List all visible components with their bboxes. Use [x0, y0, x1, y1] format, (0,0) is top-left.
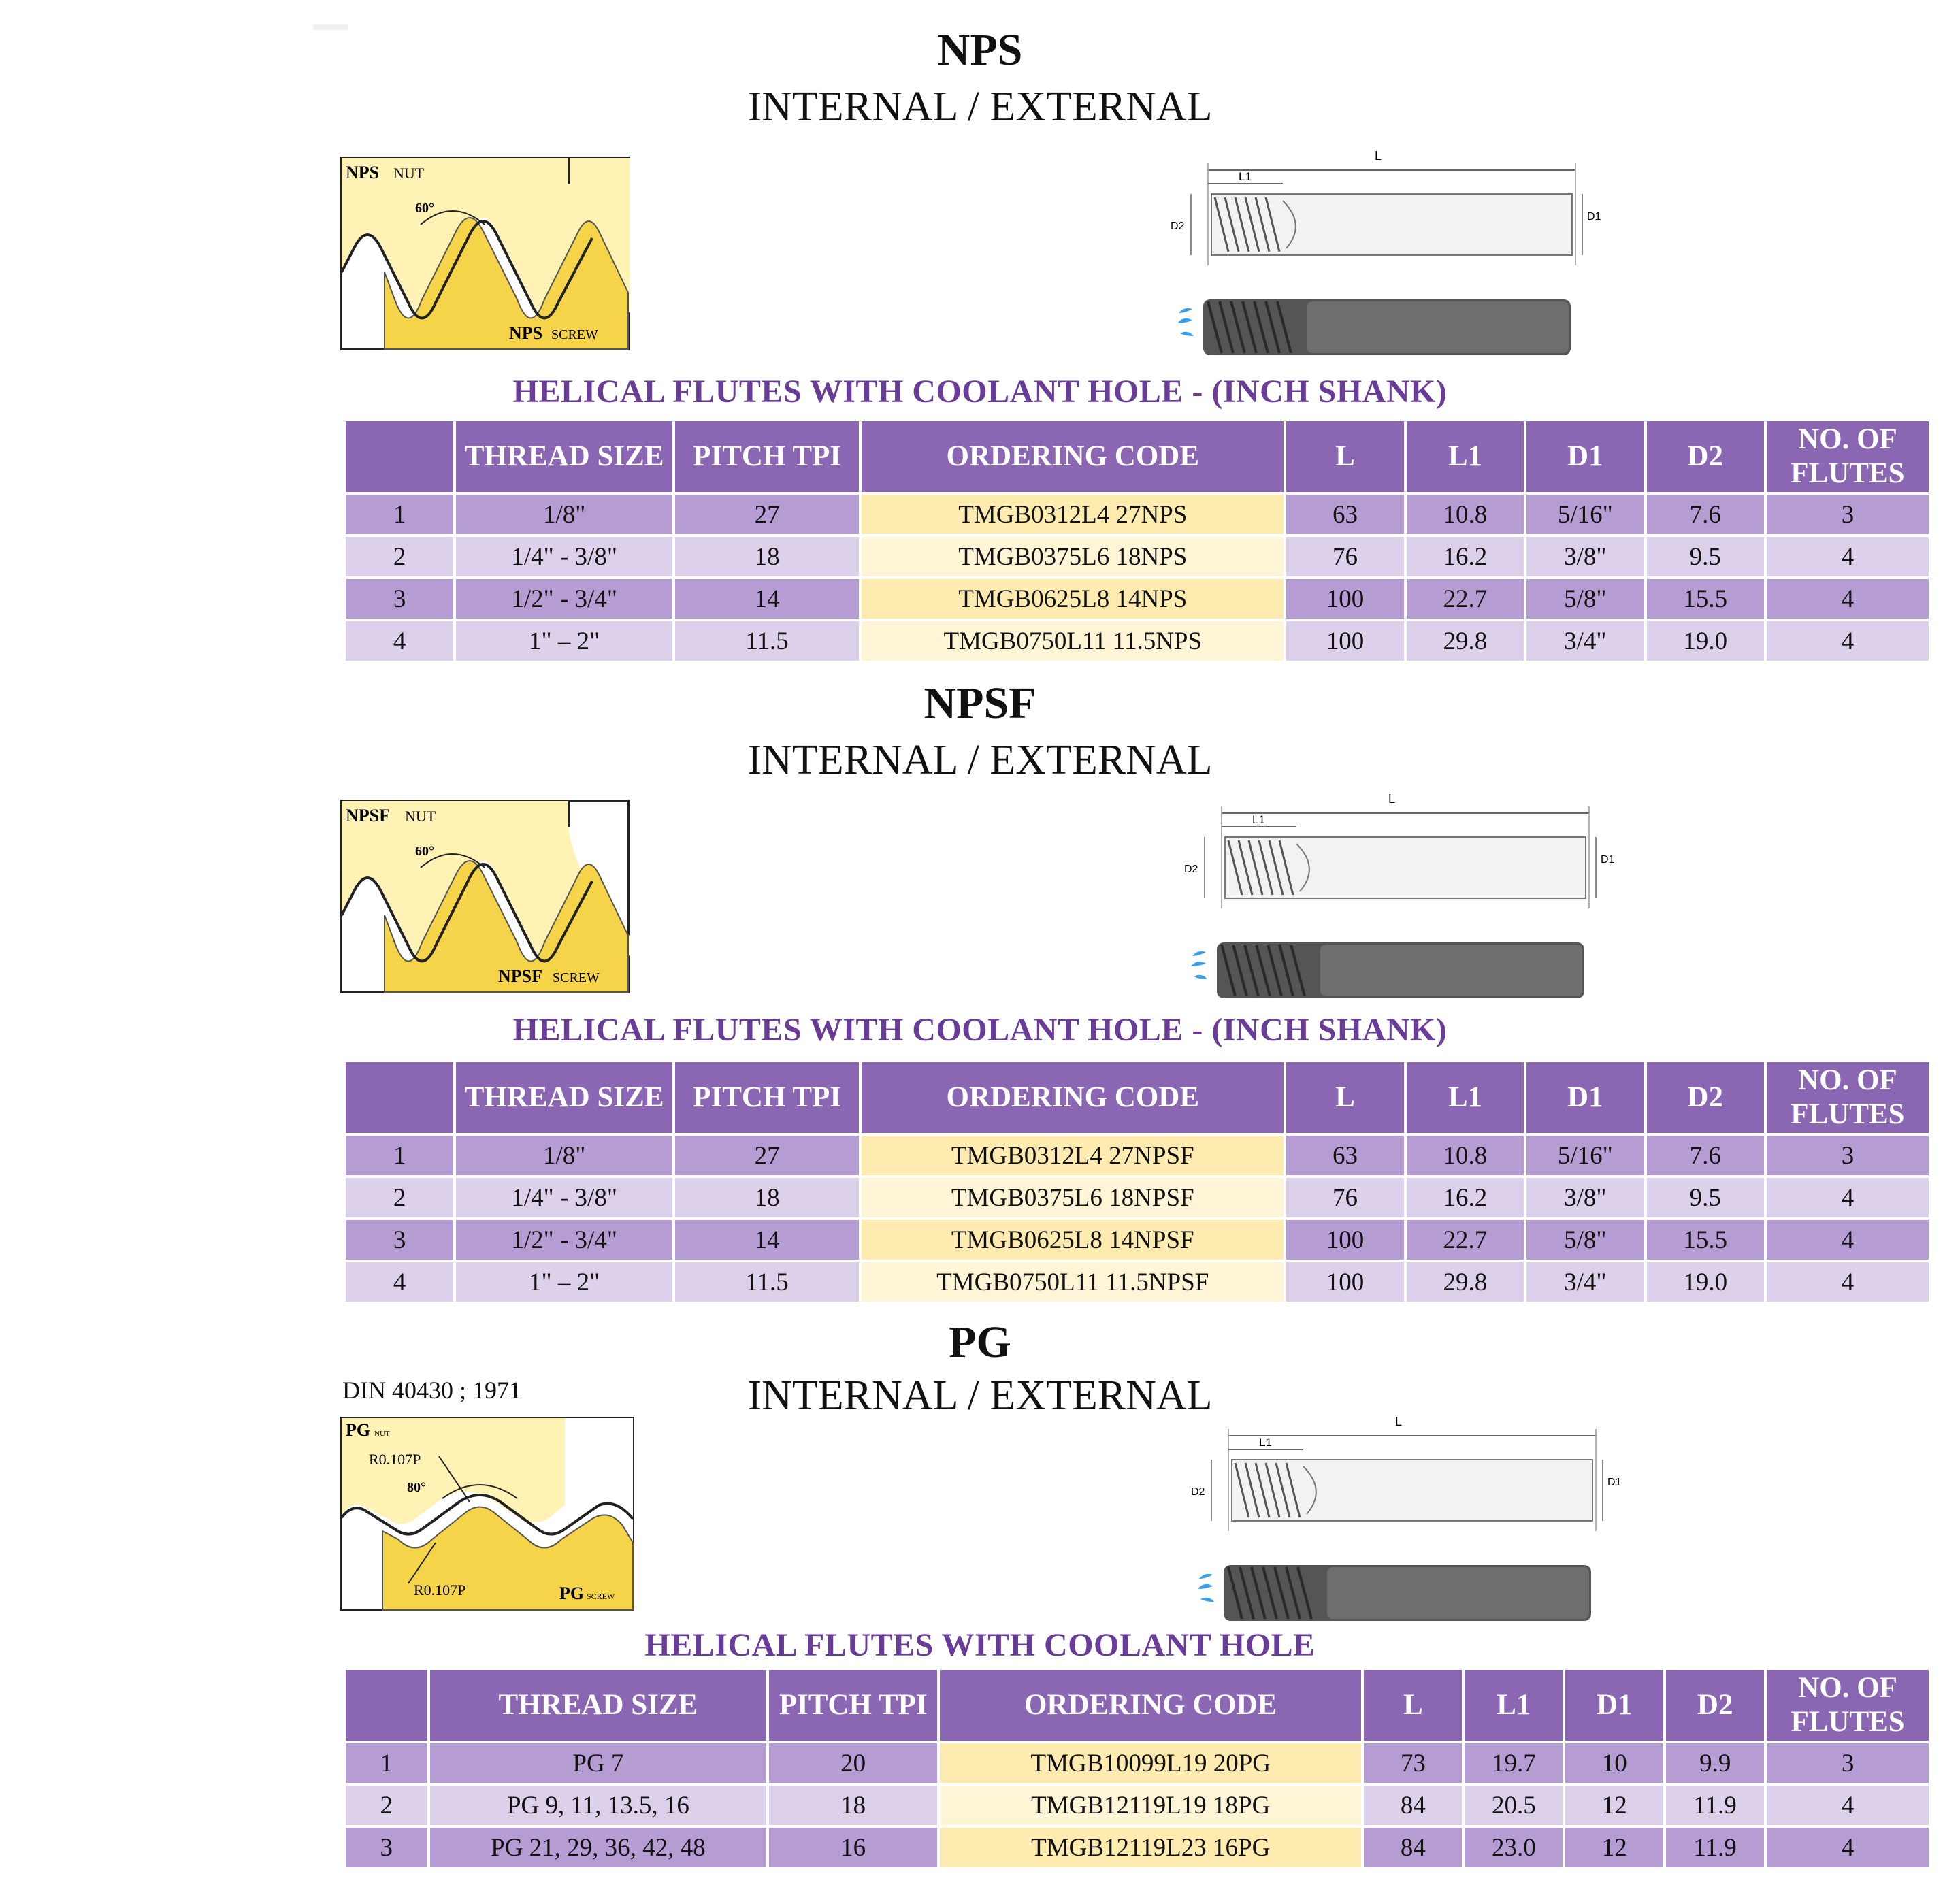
nut-suffix: NUT [393, 165, 425, 182]
cell-d2: 19.0 [1647, 1262, 1764, 1302]
table-header-row [346, 1670, 1929, 1741]
table-row [346, 537, 1929, 576]
cell-d2: 11.9 [1666, 1786, 1764, 1825]
cell-ordering-code: TMGB0750L11 11.5NPS [862, 621, 1284, 661]
cell-pitch: 18 [675, 537, 859, 576]
section-subtitle-pg: INTERNAL / EXTERNAL [747, 1373, 1213, 1419]
band-title-nps: HELICAL FLUTES WITH COOLANT HOLE - (INCH SHANK) [512, 374, 1448, 410]
cell-flutes: 4 [1767, 579, 1929, 619]
cell-flutes: 4 [1767, 1828, 1929, 1867]
table-row [346, 1786, 1929, 1825]
nut-label: NPS [346, 163, 380, 182]
cell-l1: 16.2 [1407, 1178, 1524, 1217]
cell-thread-size: 1" – 2" [456, 1262, 672, 1302]
dim-d2: D2 [1171, 220, 1185, 232]
table-row [346, 495, 1929, 534]
cell-thread-size: PG 7 [430, 1743, 767, 1783]
cell-pitch: 11.5 [675, 1262, 859, 1302]
cell-d2: 19.0 [1647, 621, 1764, 661]
tool-drawings-npsf [1184, 789, 1620, 1007]
col-header-l1: L1 [1407, 421, 1524, 492]
radius-top: R0.107P [369, 1451, 421, 1468]
screw-label: PG [559, 1583, 585, 1603]
cell-d2: 15.5 [1647, 1220, 1764, 1260]
col-header-index [346, 1670, 427, 1741]
cell-ordering-code: TMGB12119L23 16PG [940, 1828, 1361, 1867]
dim-l1: L1 [1239, 170, 1252, 183]
cell-l: 76 [1286, 537, 1403, 576]
col-header-thread-size: THREAD SIZE [456, 421, 672, 492]
cell-l: 84 [1364, 1786, 1462, 1825]
dim-l1: L1 [1252, 813, 1265, 826]
table-row [346, 1828, 1929, 1867]
tool-drawings-pg [1191, 1412, 1627, 1630]
cell-l1: 29.8 [1407, 1262, 1524, 1302]
dim-l1: L1 [1259, 1436, 1272, 1449]
cell-l: 63 [1286, 495, 1403, 534]
cell-flutes: 4 [1767, 1178, 1929, 1217]
screw-label: NPSF [498, 966, 542, 986]
cell-d2: 11.9 [1666, 1828, 1764, 1867]
col-header-d1: D1 [1565, 1670, 1663, 1741]
cell-l1: 19.7 [1465, 1743, 1563, 1783]
col-header-flutes: NO. OF FLUTES [1767, 1062, 1929, 1133]
cell-l: 76 [1286, 1178, 1403, 1217]
screw-suffix: SCREW [551, 327, 598, 342]
cell-ordering-code: TMGB0625L8 14NPSF [862, 1220, 1284, 1260]
nut-suffix: NUT [374, 1430, 390, 1438]
section-subtitle-nps: INTERNAL / EXTERNAL [747, 84, 1213, 130]
cell-thread-size: PG 21, 29, 36, 42, 48 [430, 1828, 767, 1867]
cell-pitch: 14 [675, 579, 859, 619]
cell-ordering-code: TMGB0750L11 11.5NPSF [862, 1262, 1284, 1302]
table-header-row [346, 421, 1929, 492]
col-header-ordering-code: ORDERING CODE [862, 421, 1284, 492]
cell-pitch: 18 [675, 1178, 859, 1217]
col-header-flutes: NO. OF FLUTES [1767, 1670, 1929, 1741]
cell-index: 1 [346, 1136, 453, 1175]
spec-table-npsf [343, 1060, 1931, 1304]
cell-d2: 7.6 [1647, 495, 1764, 534]
col-header-pitch: PITCH TPI [769, 1670, 937, 1741]
cell-flutes: 3 [1767, 1136, 1929, 1175]
cell-index: 2 [346, 537, 453, 576]
cell-d2: 9.5 [1647, 1178, 1764, 1217]
spec-table-pg [343, 1667, 1931, 1870]
table-row [346, 1262, 1929, 1302]
col-header-index [346, 1062, 453, 1133]
col-header-pitch: PITCH TPI [675, 1062, 859, 1133]
dim-l: L [1388, 792, 1396, 806]
radius-bottom: R0.107P [414, 1581, 466, 1598]
cell-index: 3 [346, 1828, 427, 1867]
col-header-l: L [1286, 421, 1403, 492]
cell-thread-size: 1" – 2" [456, 621, 672, 661]
cell-l1: 22.7 [1407, 1220, 1524, 1260]
thread-profile-diagram-npsf [340, 800, 630, 993]
col-header-l: L [1286, 1062, 1403, 1133]
cell-pitch: 11.5 [675, 621, 859, 661]
col-header-d2: D2 [1666, 1670, 1764, 1741]
cell-l1: 10.8 [1407, 1136, 1524, 1175]
nut-suffix: NUT [405, 808, 436, 825]
dim-d1: D1 [1601, 854, 1615, 866]
cell-flutes: 3 [1767, 1743, 1929, 1783]
cell-flutes: 4 [1767, 537, 1929, 576]
col-header-thread-size: THREAD SIZE [456, 1062, 672, 1133]
cell-l1: 23.0 [1465, 1828, 1563, 1867]
cell-flutes: 3 [1767, 495, 1929, 534]
cell-thread-size: 1/4" - 3/8" [456, 1178, 672, 1217]
cell-ordering-code: TMGB0312L4 27NPSF [862, 1136, 1284, 1175]
cell-pitch: 16 [769, 1828, 937, 1867]
section-subtitle-npsf: INTERNAL / EXTERNAL [747, 737, 1213, 783]
cell-flutes: 4 [1767, 621, 1929, 661]
col-header-d1: D1 [1526, 421, 1644, 492]
col-header-l1: L1 [1407, 1062, 1524, 1133]
cell-d1: 3/4" [1526, 1262, 1644, 1302]
cell-d1: 3/8" [1526, 537, 1644, 576]
col-header-pitch: PITCH TPI [675, 421, 859, 492]
col-header-l: L [1364, 1670, 1462, 1741]
cell-d2: 9.5 [1647, 537, 1764, 576]
table-row [346, 579, 1929, 619]
cell-l: 63 [1286, 1136, 1403, 1175]
cell-l: 100 [1286, 1220, 1403, 1260]
section-title-nps: NPS [937, 25, 1023, 75]
cell-l: 73 [1364, 1743, 1462, 1783]
tool-drawings-nps [1171, 146, 1606, 364]
col-header-d2: D2 [1647, 421, 1764, 492]
dim-d1: D1 [1607, 1477, 1622, 1488]
cell-l1: 16.2 [1407, 537, 1524, 576]
screw-label: NPS [509, 323, 543, 343]
nut-label: NPSF [346, 806, 390, 825]
cell-pitch: 27 [675, 1136, 859, 1175]
cell-d1: 5/8" [1526, 579, 1644, 619]
cell-flutes: 4 [1767, 1220, 1929, 1260]
col-header-thread-size: THREAD SIZE [430, 1670, 767, 1741]
cell-l: 100 [1286, 579, 1403, 619]
cell-thread-size: 1/2" - 3/4" [456, 1220, 672, 1260]
cell-l1: 20.5 [1465, 1786, 1563, 1825]
cell-l1: 22.7 [1407, 579, 1524, 619]
col-header-ordering-code: ORDERING CODE [940, 1670, 1361, 1741]
col-header-index [346, 421, 453, 492]
cell-d1: 10 [1565, 1743, 1663, 1783]
cell-thread-size: 1/4" - 3/8" [456, 537, 672, 576]
screw-suffix: SCREW [553, 970, 600, 985]
cell-ordering-code: TMGB12119L19 18PG [940, 1786, 1361, 1825]
table-row [346, 1743, 1929, 1783]
thread-profile-diagram-nps [340, 157, 630, 350]
angle-label: 80° [407, 1480, 426, 1495]
dim-l: L [1395, 1415, 1403, 1428]
cell-d1: 5/16" [1526, 495, 1644, 534]
cell-d2: 7.6 [1647, 1136, 1764, 1175]
table-header-row [346, 1062, 1929, 1133]
cell-thread-size: 1/8" [456, 1136, 672, 1175]
band-title-npsf: HELICAL FLUTES WITH COOLANT HOLE - (INCH SHANK) [512, 1012, 1448, 1048]
din-standard: DIN 40430 ; 1971 [342, 1377, 521, 1404]
dim-d2: D2 [1191, 1486, 1205, 1498]
col-header-d2: D2 [1647, 1062, 1764, 1133]
nut-label: PG [346, 1420, 371, 1440]
cell-thread-size: 1/2" - 3/4" [456, 579, 672, 619]
section-title-pg: PG [949, 1317, 1011, 1367]
cell-index: 1 [346, 1743, 427, 1783]
section-title-npsf: NPSF [924, 678, 1036, 728]
cell-index: 2 [346, 1786, 427, 1825]
dim-d1: D1 [1587, 211, 1601, 223]
cell-l1: 29.8 [1407, 621, 1524, 661]
angle-label: 60° [415, 844, 434, 859]
cell-thread-size: 1/8" [456, 495, 672, 534]
cell-index: 4 [346, 621, 453, 661]
cell-index: 4 [346, 1262, 453, 1302]
cell-pitch: 14 [675, 1220, 859, 1260]
cell-pitch: 18 [769, 1786, 937, 1825]
cell-index: 1 [346, 495, 453, 534]
cell-d1: 3/4" [1526, 621, 1644, 661]
angle-label: 60° [415, 201, 434, 216]
cell-flutes: 4 [1767, 1786, 1929, 1825]
cell-index: 3 [346, 1220, 453, 1260]
cell-d1: 12 [1565, 1786, 1663, 1825]
thread-profile-diagram-pg [340, 1417, 634, 1611]
cell-pitch: 20 [769, 1743, 937, 1783]
cell-index: 3 [346, 579, 453, 619]
cell-ordering-code: TMGB0312L4 27NPS [862, 495, 1284, 534]
col-header-flutes: NO. OF FLUTES [1767, 421, 1929, 492]
col-header-d1: D1 [1526, 1062, 1644, 1133]
cell-d1: 5/8" [1526, 1220, 1644, 1260]
cell-l1: 10.8 [1407, 495, 1524, 534]
dim-d2: D2 [1184, 864, 1198, 875]
cell-ordering-code: TMGB0625L8 14NPS [862, 579, 1284, 619]
col-header-l1: L1 [1465, 1670, 1563, 1741]
col-header-ordering-code: ORDERING CODE [862, 1062, 1284, 1133]
screw-suffix: SCREW [587, 1592, 615, 1601]
cell-d1: 12 [1565, 1828, 1663, 1867]
cell-index: 2 [346, 1178, 453, 1217]
cell-pitch: 27 [675, 495, 859, 534]
cell-l: 100 [1286, 621, 1403, 661]
cell-l: 100 [1286, 1262, 1403, 1302]
cell-thread-size: PG 9, 11, 13.5, 16 [430, 1786, 767, 1825]
cell-ordering-code: TMGB10099L19 20PG [940, 1743, 1361, 1783]
cell-l: 84 [1364, 1828, 1462, 1867]
spec-table-nps [343, 418, 1931, 663]
table-row [346, 1178, 1929, 1217]
cell-flutes: 4 [1767, 1262, 1929, 1302]
table-row [346, 1220, 1929, 1260]
cell-d1: 5/16" [1526, 1136, 1644, 1175]
table-row [346, 621, 1929, 661]
dim-l: L [1375, 149, 1382, 163]
cell-d2: 9.9 [1666, 1743, 1764, 1783]
cell-d2: 15.5 [1647, 579, 1764, 619]
cell-ordering-code: TMGB0375L6 18NPSF [862, 1178, 1284, 1217]
cell-ordering-code: TMGB0375L6 18NPS [862, 537, 1284, 576]
band-title-pg: HELICAL FLUTES WITH COOLANT HOLE [644, 1627, 1316, 1663]
table-row [346, 1136, 1929, 1175]
cell-d1: 3/8" [1526, 1178, 1644, 1217]
